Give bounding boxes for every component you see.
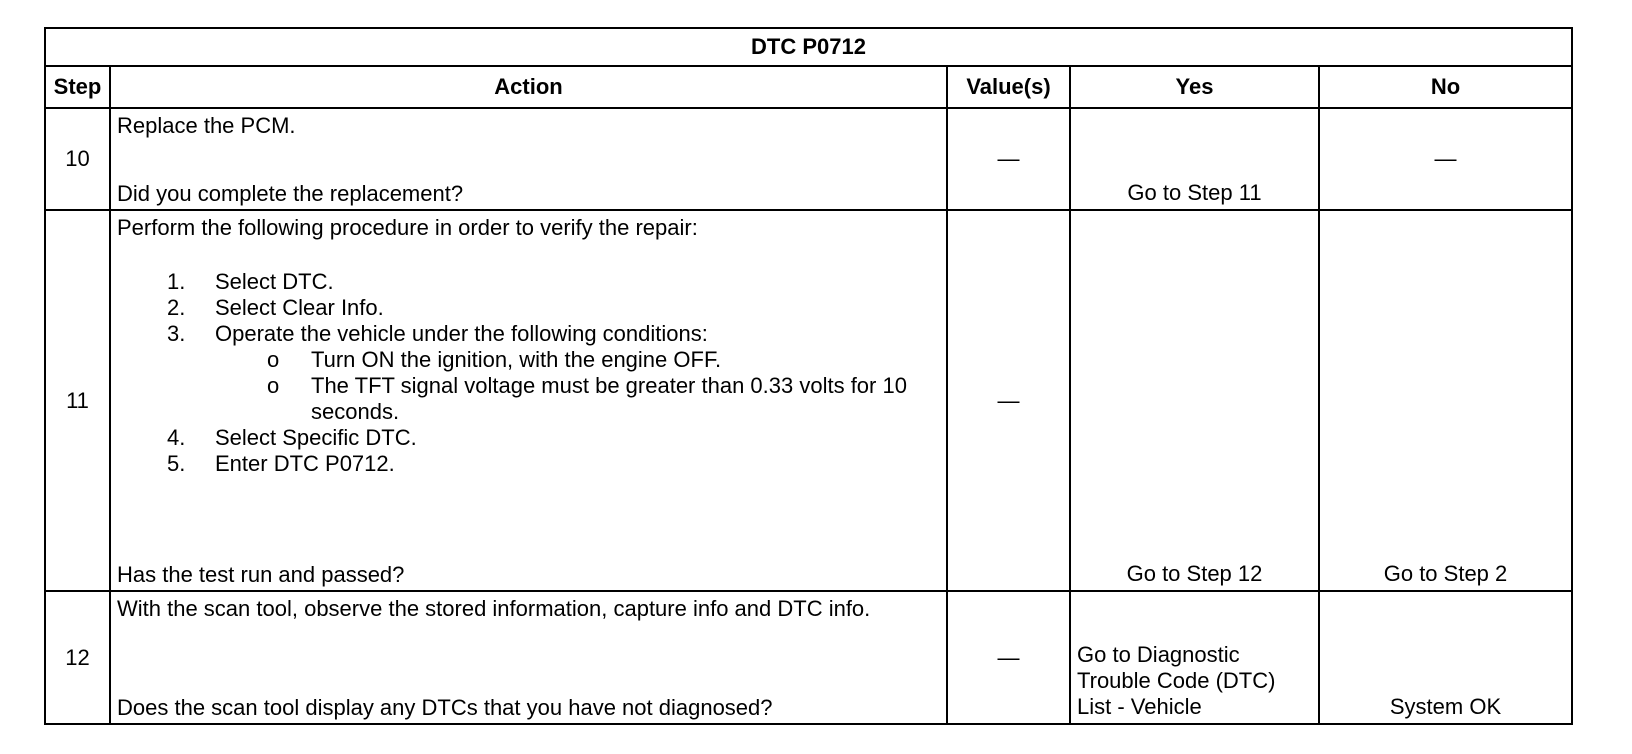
procedure-step [117, 269, 940, 295]
condition-item [117, 373, 940, 425]
yes-link[interactable]: Go to Diagnostic Trouble Code (DTC) List - Vehicle [1077, 642, 1276, 719]
value-cell [948, 109, 1071, 211]
header-no: No [1320, 67, 1571, 109]
yes-link[interactable]: Go to Step 12 [1126, 561, 1263, 586]
header-action: Action [111, 67, 948, 109]
procedure-step-number: 4. [167, 425, 186, 450]
action-cell [111, 109, 948, 211]
procedure-step-text: Select Specific DTC. [215, 425, 417, 450]
action-instruction: Perform the following procedure in order to verify the repair: [117, 215, 698, 240]
value-text: — [997, 644, 1020, 670]
procedure-step-number: 3. [167, 321, 186, 346]
procedure-step [117, 451, 940, 477]
action-question: Did you complete the replacement? [117, 181, 464, 206]
yes-cell [1071, 109, 1320, 211]
step-number: 12 [46, 592, 111, 723]
bullet-marker: o [267, 373, 280, 398]
value-text: — [997, 387, 1020, 413]
value-cell [948, 211, 1071, 592]
header-yes: Yes [1071, 67, 1320, 109]
no-cell [1320, 109, 1571, 211]
yes-cell [1071, 592, 1320, 723]
table-title: DTC P0712 [46, 29, 1571, 67]
no-text: — [1434, 146, 1457, 171]
procedure-step [117, 321, 940, 425]
procedure-step-text: Select DTC. [215, 269, 334, 294]
action-question: Does the scan tool display any DTCs that you have not diagnosed? [117, 695, 773, 720]
action-question: Has the test run and passed? [117, 562, 405, 587]
no-link[interactable]: Go to Step 2 [1383, 561, 1508, 586]
procedure-list [117, 269, 940, 477]
value-text: — [997, 146, 1020, 171]
procedure-step-text: Enter DTC P0712. [215, 451, 395, 476]
step-number: 11 [46, 211, 111, 592]
action-instruction: Replace the PCM. [117, 113, 296, 138]
procedure-step-text: Operate the vehicle under the following conditions: [215, 321, 708, 346]
procedure-step [117, 295, 940, 321]
yes-cell [1071, 211, 1320, 592]
procedure-step-text: Select Clear Info. [215, 295, 384, 320]
procedure-step [117, 425, 940, 451]
no-cell [1320, 592, 1571, 723]
conditions-list [117, 347, 940, 425]
header-step: Step [46, 67, 111, 109]
action-instruction: With the scan tool, observe the stored information, capture info and DTC info. [117, 596, 871, 621]
procedure-step-number: 1. [167, 269, 186, 294]
step-number: 10 [46, 109, 111, 211]
condition-text: Turn ON the ignition, with the engine OFF. [311, 347, 722, 372]
no-text: System OK [1389, 694, 1502, 719]
yes-link[interactable]: Go to Step 11 [1127, 180, 1262, 205]
action-cell [111, 211, 948, 592]
action-cell [111, 592, 948, 723]
condition-text: The TFT signal voltage must be greater than 0.33 volts for 10 seconds. [311, 373, 907, 424]
dtc-table [44, 27, 1573, 725]
condition-item [117, 347, 940, 373]
header-values: Value(s) [948, 67, 1071, 109]
procedure-step-number: 2. [167, 295, 186, 320]
procedure-step-number: 5. [167, 451, 186, 476]
value-cell [948, 592, 1071, 723]
no-cell [1320, 211, 1571, 592]
bullet-marker: o [267, 347, 280, 372]
